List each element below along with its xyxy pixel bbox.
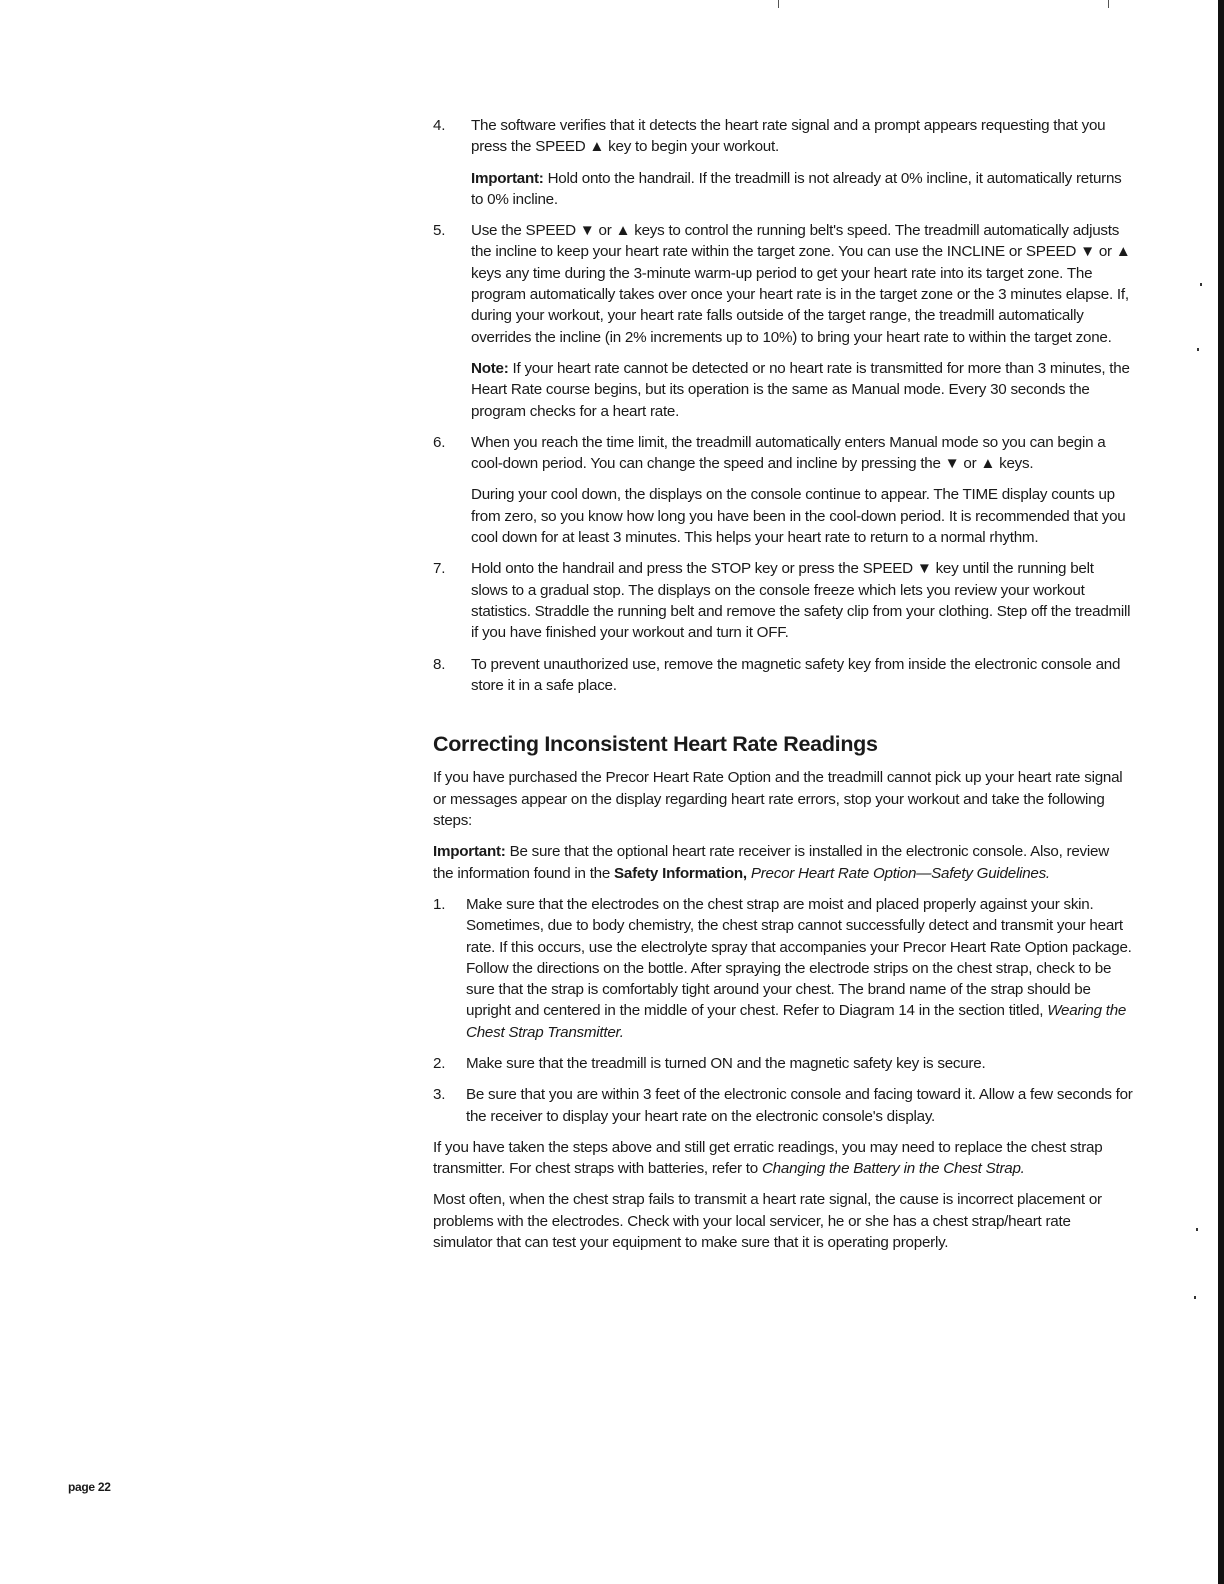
scan-mark <box>1197 348 1199 351</box>
step-paragraph: During your cool down, the displays on the console continue to appear. The TIME display counts up from zero, so you know how long you have been in the cool-down period. It is recommended that you cool down for at least 3 minutes. This helps your heart rate to return to a normal rhythm. <box>471 486 1126 547</box>
scan-mark <box>1108 0 1109 8</box>
step-text: The software verifies that it detects the heart rate signal and a prompt appears requesting that you press the SPEED ▲ key to begin your workout. <box>471 117 1106 156</box>
procedure-step <box>433 432 1133 548</box>
scan-mark <box>778 0 779 8</box>
note-label: Important <box>433 843 501 861</box>
section-intro: If you have purchased the Precor Heart Rate Option and the treadmill cannot pick up your heart rate signal or messages appear on the display regarding heart rate errors, stop your workout and take the following steps: <box>433 769 1123 830</box>
body-paragraph: Most often, when the chest strap fails to transmit a heart rate signal, the cause is incorrect placement or problems with the electrodes. Check with your local servicer, he or she has a chest strap/heart rate simulator that can test your equipment to make sure that it is operating properly. <box>433 1191 1102 1252</box>
step-number: 5. <box>433 222 446 240</box>
step-text: Be sure that you are within 3 feet of the electronic console and facing toward it. Allow a few seconds for the receiver to display your heart rate on the electronic console's display. <box>466 1086 1133 1125</box>
scan-mark <box>1196 1228 1198 1231</box>
step-text: Hold onto the handrail and press the STOP key or press the SPEED ▼ key until the running belt slows to a gradual stop. The displays on the console freeze which lets you review your workout statistics. Straddle the running belt and remove the safety clip from your clothing. Step off the treadmill if you have finished your workout and turn it OFF. <box>471 560 1131 642</box>
step-number: 2. <box>433 1054 446 1072</box>
document-body <box>433 115 1133 1263</box>
step-number: 3. <box>433 1086 446 1104</box>
step-number: 1. <box>433 895 446 913</box>
step-text: Make sure that the treadmill is turned ON and the magnetic safety key is secure. <box>466 1054 986 1072</box>
reference-italic: Precor Heart Rate Option—Safety Guidelines. <box>750 864 1050 882</box>
step-text: Make sure that the electrodes on the chest strap are moist and placed properly against your skin. Sometimes, due to body chemistry, the chest strap cannot successfully detect and transmit your heart rate. If this occurs, use the electrolyte spray that accompanies your Precor Heart Rate Option package. Follow the directions on the bottle. After spraying the electrode strips on the chest strap, check to be sure that the strap is comfortably tight around your chest. The brand name of the strap should be upright and centered in the middle of your chest. Refer to Diagram 14 in the section titled, Wearing the Chest Strap Transmitter. <box>466 895 1132 1041</box>
important-note: Important: Hold onto the handrail. If the treadmill is not already at 0% incline, it automatically returns to 0% incline. <box>471 169 1122 208</box>
procedure-step <box>433 654 1133 697</box>
page-number: page 22 <box>68 1480 111 1494</box>
scan-mark <box>1194 1296 1196 1299</box>
procedure-step <box>433 558 1133 643</box>
body-paragraph: If you have taken the steps above and still get erratic readings, you may need to replace the chest strap transmitter. For chest straps with batteries, refer to Changing the Battery in the Chest Strap. <box>433 1138 1103 1178</box>
section-heading: Correcting Inconsistent Heart Rate Readings <box>433 732 878 757</box>
note-label: Note <box>471 359 504 377</box>
step-number: 4. <box>433 117 446 134</box>
scan-mark <box>1200 283 1202 286</box>
note-text: Hold onto the handrail. If the treadmill is not already at 0% incline, it automatically returns to 0% incline. <box>471 169 1122 208</box>
reference-bold: Safety Information, <box>614 864 747 882</box>
procedure-step <box>433 115 1133 210</box>
step-text: To prevent unauthorized use, remove the magnetic safety key from inside the electronic console and store it in a safe place. <box>471 655 1121 694</box>
step-number: 7. <box>433 560 446 578</box>
step-text: Use the SPEED ▼ or ▲ keys to control the running belt's speed. The treadmill automatically adjusts the incline to keep your heart rate within the target zone. You can use the INCLINE or SPEED ▼ or ▲ keys any time during the 3-minute warm-up period to get your heart rate into its target zone. The program automatically takes over once your heart rate is in the target zone or the 3 minutes elapse. If, during your workout, your heart rate falls outside of the target range, the treadmill automatically overrides the incline (in 2% increments up to 10%) to bring your heart rate to within the target zone. <box>471 222 1131 346</box>
procedure-step <box>433 1053 1133 1074</box>
procedure-step <box>433 894 1133 1043</box>
note: Note: If your heart rate cannot be detected or no heart rate is transmitted for more than 3 minutes, the Heart Rate course begins, but its operation is the same as Manual mode. Every 30 seconds the program checks for a heart rate. <box>471 359 1130 420</box>
note-text: If your heart rate cannot be detected or no heart rate is transmitted for more than 3 minutes, the Heart Rate course begins, but its operation is the same as Manual mode. Every 30 seconds the program checks for a heart rate. <box>471 359 1130 420</box>
step-number: 6. <box>433 433 446 451</box>
step-number: 8. <box>433 655 446 673</box>
scan-edge-right <box>1218 0 1224 1584</box>
reference-italic: Wearing the Chest Strap Transmitter. <box>466 1002 1127 1041</box>
procedure-step <box>433 1084 1133 1127</box>
important-note: Important: Be sure that the optional heart rate receiver is installed in the electronic console. Also, review the information found in the Safety Information, Precor Heart Rate Option—Safety Guidelines. <box>433 843 1109 882</box>
step-text: When you reach the time limit, the treadmill automatically enters Manual mode so you can begin a cool-down period. You can change the speed and incline by pressing the ▼ or ▲ keys. <box>471 433 1106 473</box>
note-label: Important <box>471 169 539 187</box>
reference-italic: Changing the Battery in the Chest Strap. <box>761 1160 1025 1178</box>
procedure-step <box>433 220 1133 422</box>
